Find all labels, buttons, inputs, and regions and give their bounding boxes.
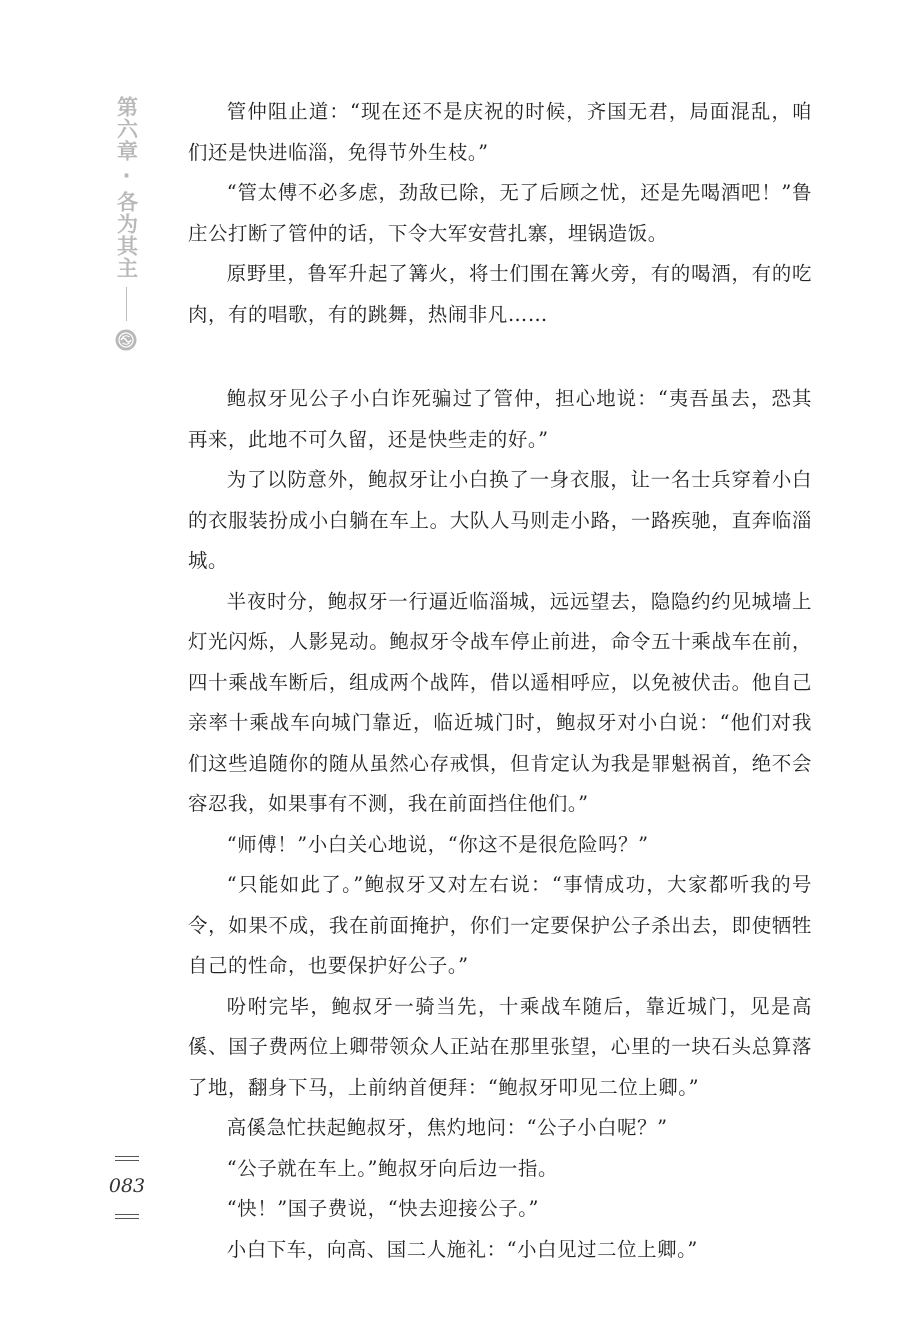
chapter-side-title [111,96,141,351]
paragraph: “公子就在车上。”鲍叔牙向后边一指。 [226,1156,558,1180]
chapter-separator: · [114,164,139,189]
paragraph: “师傅！”小白关心地说，“你这不是很危险吗？” [226,832,649,856]
body-text [188,92,812,1270]
folio-rule-top [115,1156,139,1161]
round-ornament-icon [115,329,137,351]
paragraph: 小白下车，向高、国二人施礼：“小白见过二位上卿。” [226,1237,698,1261]
section-break [188,335,812,379]
chapter-title: 各为其主 [114,191,139,279]
paragraph: 高傒急忙扶起鲍叔牙，焦灼地问：“公子小白呢？” [226,1116,668,1139]
paragraph: 原野里，鲁军升起了篝火，将士们围在篝火旁，有的喝酒，有的吃肉，有的唱歌，有的跳舞，热闹非凡…… [188,262,812,326]
paragraph: “管太傅不必多虑，劲敌已除，无了后顾之忧，还是先喝酒吧！”鲁庄公打断了管仲的话，下令大军安营扎寨，埋锅造饭。 [188,181,812,245]
page-folio [110,1156,144,1219]
side-title-rule [126,287,127,321]
page-number: 083 [108,1175,146,1197]
paragraph: “快！”国子费说，“快去迎接公子。” [226,1197,540,1220]
paragraph: 鲍叔牙见公子小白诈死骗过了管仲，担心地说：“夷吾虽去，恐其再来，此地不可久留，还是快些走的好。” [188,387,812,451]
paragraph: 管仲阻止道：“现在还不是庆祝的时候，齐国无君，局面混乱，咱们还是快进临淄，免得节外生枝。” [188,100,812,164]
paragraph: 吩咐完毕，鲍叔牙一骑当先，十乘战车随后，靠近城门，见是高傒、国子费两位上卿带领众人正站在那里张望，心里的一块石头总算落了地，翻身下马，上前纳首便拜：“鲍叔牙叩见二位上卿。” [188,994,812,1099]
chapter-label: 第六章 [114,96,139,162]
paragraph: “只能如此了。”鲍叔牙又对左右说：“事情成功，大家都听我的号令，如果不成，我在前面掩护，你们一定要保护公子杀出去，即使牺牲自己的性命，也要保护好公子。” [188,873,812,977]
paragraph: 半夜时分，鲍叔牙一行逼近临淄城，远远望去，隐隐约约见城墙上灯光闪烁，人影晃动。鲍叔牙令战车停止前进，命令五十乘战车在前，四十乘战车断后，组成两个战阵，借以遥相呼应，以免被伏击。他自己亲率十乘战车向城门靠近，临近城门时，鲍叔牙对小白说：“他们对我们这些追随你的随从虽然心存戒惧，但肯定认为我是罪魁祸首，绝不会容忍我，如果事有不测，我在前面挡住他们。” [188,589,812,815]
paragraph: 为了以防意外，鲍叔牙让小白换了一身衣服，让一名士兵穿着小白的衣服装扮成小白躺在车上。大队人马则走小路，一路疾驰，直奔临淄城。 [188,468,812,572]
folio-rule-bottom [115,1214,139,1219]
